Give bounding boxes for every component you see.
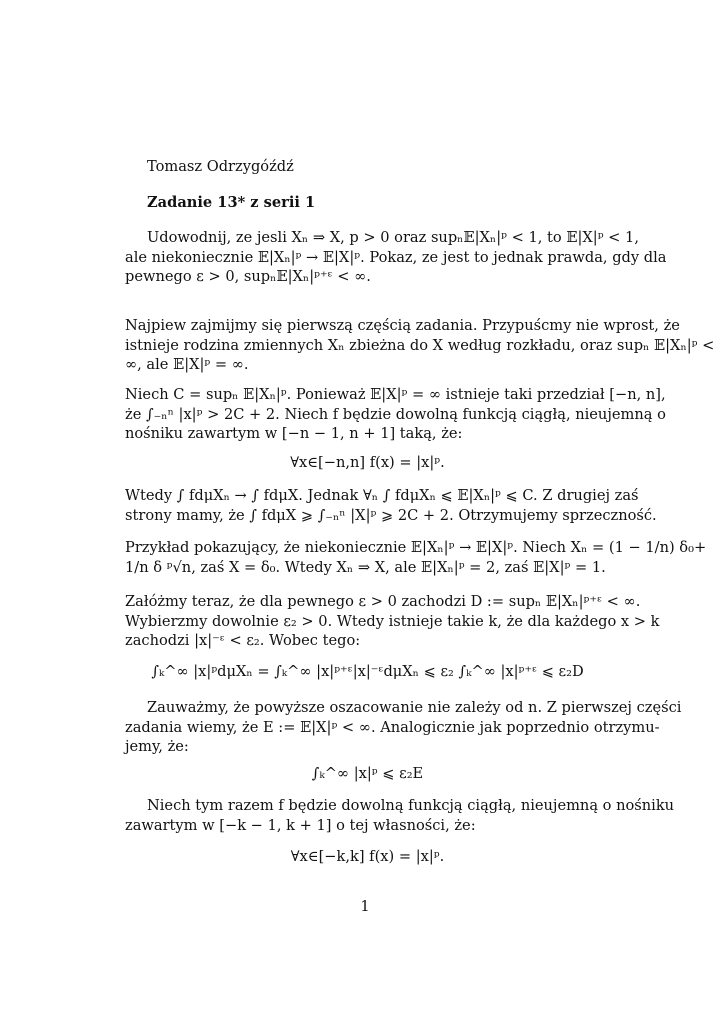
author-line: Tomasz Odrzygóźdź — [147, 158, 294, 175]
text-line: istnieje rodzina zmiennych Xₙ zbieżna do X według rozkładu, oraz supₙ 𝔼|Xₙ|ᵖ < — [125, 336, 715, 354]
text-line: pewnego ε > 0, supₙ𝔼|Xₙ|ᵖ⁺ᵋ < ∞. — [125, 268, 371, 285]
paragraph-part6 — [125, 796, 675, 835]
paragraph-part3 — [125, 486, 657, 525]
text-line: Najpiew zajmijmy się pierwszą częścią zadania. Przypuścmy nie wprost, że — [125, 317, 680, 334]
paragraph-part2 — [125, 385, 666, 444]
equation-2: ∫ₖ^∞ |x|ᵖdμXₙ = ∫ₖ^∞ |x|ᵖ⁺ᵋ|x|⁻ᵋdμXₙ ⩽ ε₂ ∫ₖ^∞ |x|ᵖ⁺ᵋ ⩽ ε₂D — [151, 663, 584, 680]
text-line: Przykład pokazujący, że niekoniecznie 𝔼|Xₙ|ᵖ → 𝔼|X|ᵖ. Niech Xₙ = (1 − 1/n) δ₀+ — [125, 539, 707, 556]
paragraph-part1 — [125, 316, 715, 375]
problem-statement — [125, 228, 667, 287]
text-line: Niech C = supₙ 𝔼|Xₙ|ᵖ. Ponieważ 𝔼|X|ᵖ = ∞ istnieje taki przedział [−n, n], — [125, 386, 666, 403]
text-line: zawartym w [−k − 1, k + 1] o tej własności, że: — [125, 816, 476, 834]
text-line: nośniku zawartym w [−n − 1, n + 1] taką, że: — [125, 425, 463, 442]
text-line: że ∫₋ₙⁿ |x|ᵖ > 2C + 2. Niech f będzie dowolną funkcją ciągłą, nieujemną o — [125, 405, 666, 423]
text-line: ∞, ale 𝔼|X|ᵖ = ∞. — [125, 356, 249, 373]
text-line: ale niekoniecznie 𝔼|Xₙ|ᵖ → 𝔼|X|ᵖ. Pokaz, ze jest to jednak prawda, gdy dla — [125, 248, 667, 266]
text-line: Wtedy ∫ fdμXₙ → ∫ fdμX. Jednak ∀ₙ ∫ fdμXₙ ⩽ 𝔼|Xₙ|ᵖ ⩽ C. Z drugiej zaś — [125, 487, 639, 504]
paragraph-part4 — [125, 592, 660, 651]
equation-4: ∀x∈[−k,k] f(x) = |x|ᵖ. — [290, 848, 445, 865]
text-line: strony mamy, że ∫ fdμX ⩾ ∫₋ₙⁿ |X|ᵖ ⩾ 2C + 2. Otrzymujemy sprzeczność. — [125, 506, 657, 524]
text-line: Niech tym razem f będzie dowolną funkcją ciągłą, nieujemną o nośniku — [147, 797, 675, 814]
equation-3: ∫ₖ^∞ |x|ᵖ ⩽ ε₂E — [311, 765, 424, 782]
text-line: 1/n δ ᵖ√n, zaś X = δ₀. Wtedy Xₙ ⇒ X, ale 𝔼|Xₙ|ᵖ = 2, zaś 𝔼|X|ᵖ = 1. — [125, 558, 606, 576]
problem-title: Zadanie 13* z serii 1 — [147, 194, 316, 211]
text-line: Załóżmy teraz, że dla pewnego ε > 0 zachodzi D := supₙ 𝔼|Xₙ|ᵖ⁺ᵋ < ∞. — [125, 593, 641, 610]
paragraph-part5 — [125, 698, 682, 757]
text-line: Zauważmy, że powyższe oszacowanie nie zależy od n. Z pierwszej części — [147, 699, 682, 716]
page-number: 1 — [360, 898, 370, 915]
text-line: Wybierzmy dowolnie ε₂ > 0. Wtedy istnieje takie k, że dla każdego x > k — [125, 612, 660, 630]
equation-1: ∀x∈[−n,n] f(x) = |x|ᵖ. — [290, 454, 445, 471]
text-line: zachodzi |x|⁻ᵋ < ε₂. Wobec tego: — [125, 632, 361, 649]
text-line: Udowodnij, ze jesli Xₙ ⇒ X, p > 0 oraz supₙ𝔼|Xₙ|ᵖ < 1, to 𝔼|X|ᵖ < 1, — [147, 229, 639, 246]
text-line: jemy, że: — [125, 738, 189, 755]
paragraph-example — [125, 538, 707, 577]
text-line: zadania wiemy, że E := 𝔼|X|ᵖ < ∞. Analogicznie jak poprzednio otrzymu- — [125, 718, 660, 736]
